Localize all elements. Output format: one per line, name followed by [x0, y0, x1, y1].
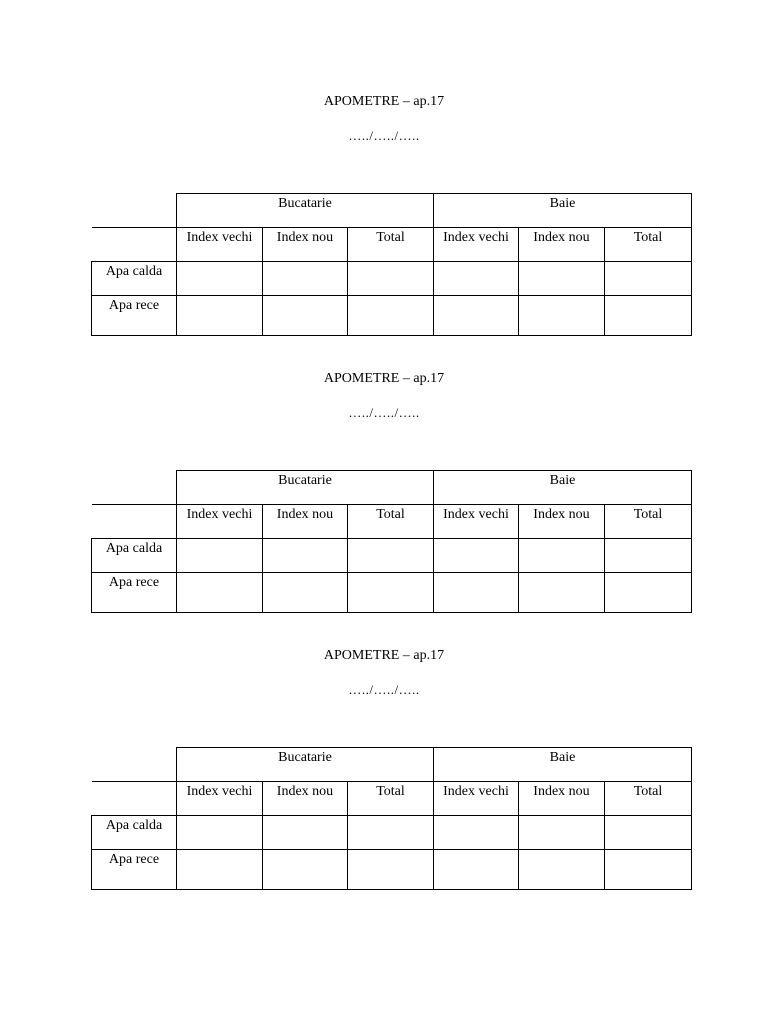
group-header-bucatarie: Bucatarie: [177, 471, 434, 505]
column-header: Index nou: [263, 228, 348, 262]
section-title: APOMETRE – ap.17: [323, 94, 445, 109]
column-header: Total: [348, 505, 434, 539]
entry-cell[interactable]: [263, 816, 348, 850]
corner-cell: [92, 782, 177, 816]
row-label-apa-rece: Apa rece: [92, 573, 177, 613]
meter-section-2: [0, 277, 768, 590]
row-label-apa-calda: Apa calda: [92, 262, 177, 296]
date-field: …../…../…..: [348, 128, 420, 143]
column-header: Total: [605, 782, 692, 816]
corner-cell: [92, 471, 177, 505]
column-header: Index nou: [519, 505, 605, 539]
entry-cell[interactable]: [177, 816, 263, 850]
corner-cell: [92, 505, 177, 539]
column-header: Total: [348, 782, 434, 816]
group-header-bucatarie: Bucatarie: [177, 194, 434, 228]
entry-cell[interactable]: [519, 850, 605, 890]
entry-cell[interactable]: [348, 850, 434, 890]
column-header: Total: [605, 228, 692, 262]
entry-cell[interactable]: [519, 816, 605, 850]
date-field: …../…../…..: [348, 405, 420, 420]
entry-cell[interactable]: [605, 850, 692, 890]
corner-cell: [92, 194, 177, 228]
column-header: Index vechi: [177, 228, 263, 262]
group-header-baie: Baie: [434, 748, 692, 782]
column-header: Index vechi: [177, 505, 263, 539]
meter-section-1: [0, 0, 768, 313]
column-header: Index vechi: [434, 228, 519, 262]
row-label-apa-rece: Apa rece: [92, 850, 177, 890]
entry-cell[interactable]: [434, 816, 519, 850]
row-label-apa-calda: Apa calda: [92, 816, 177, 850]
corner-cell: [92, 748, 177, 782]
section-title: APOMETRE – ap.17: [323, 648, 445, 663]
group-header-baie: Baie: [434, 471, 692, 505]
entry-cell[interactable]: [177, 850, 263, 890]
column-header: Total: [605, 505, 692, 539]
section-title: APOMETRE – ap.17: [323, 371, 445, 386]
entry-cell[interactable]: [434, 850, 519, 890]
meter-section-3: [0, 554, 768, 867]
entry-cell[interactable]: [605, 816, 692, 850]
row-label-apa-rece: Apa rece: [92, 296, 177, 336]
entry-cell[interactable]: [348, 816, 434, 850]
group-header-baie: Baie: [434, 194, 692, 228]
date-field: …../…../…..: [348, 682, 420, 697]
column-header: Index nou: [519, 782, 605, 816]
column-header: Total: [348, 228, 434, 262]
column-header: Index nou: [263, 505, 348, 539]
column-header: Index vechi: [434, 782, 519, 816]
column-header: Index nou: [519, 228, 605, 262]
entry-cell[interactable]: [263, 850, 348, 890]
meter-table: [91, 747, 692, 890]
column-header: Index nou: [263, 782, 348, 816]
column-header: Index vechi: [434, 505, 519, 539]
corner-cell: [92, 228, 177, 262]
group-header-bucatarie: Bucatarie: [177, 748, 434, 782]
row-label-apa-calda: Apa calda: [92, 539, 177, 573]
column-header: Index vechi: [177, 782, 263, 816]
